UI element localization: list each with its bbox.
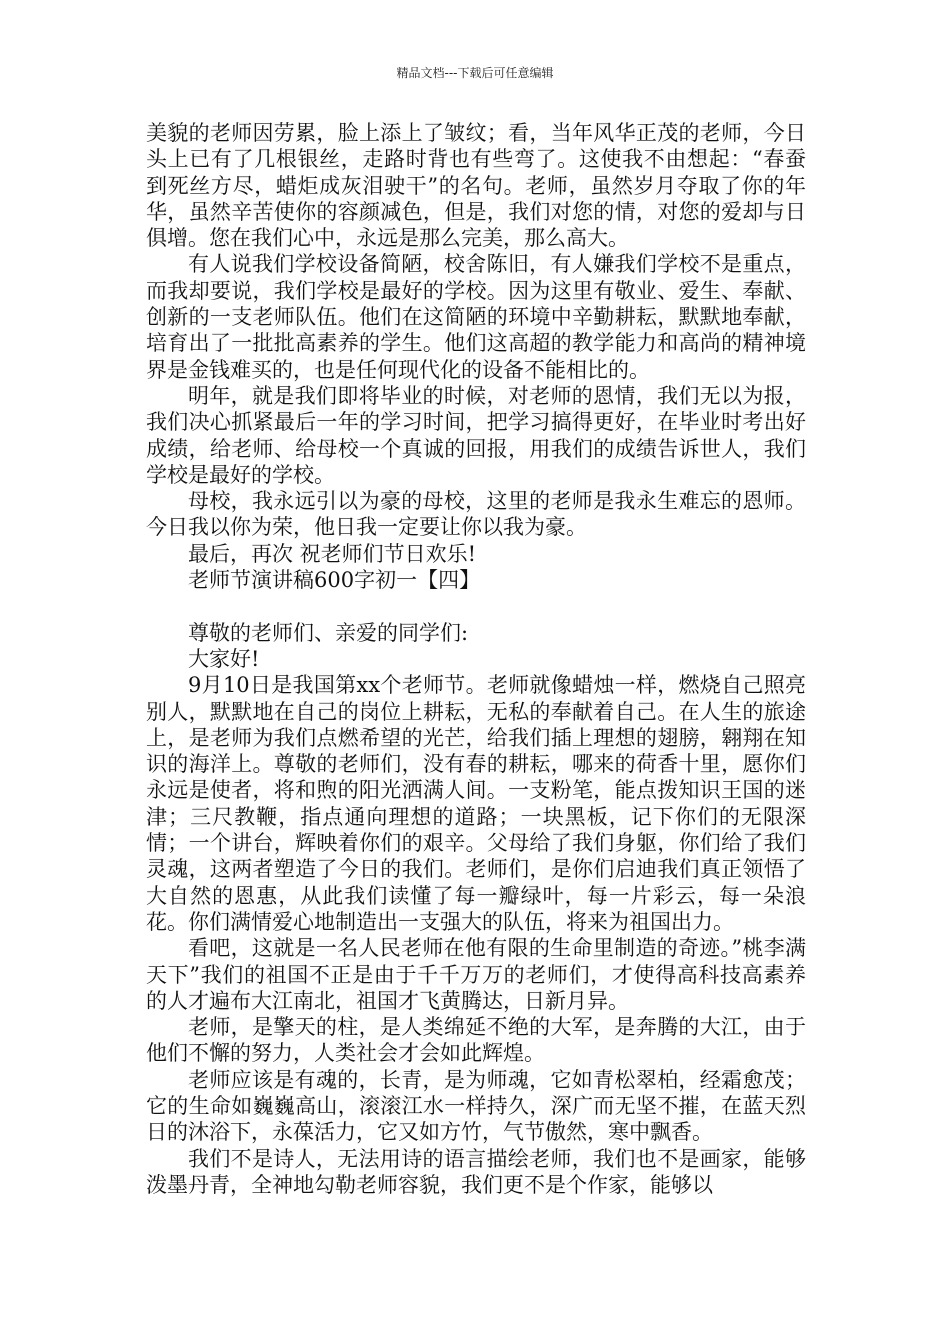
salutation: 尊敬的老师们、亲爱的同学们: [188, 620, 469, 645]
paragraph-2: 有人说我们学校设备简陋，校舍陈旧，有人嫌我们学校不是重点，而我却要说，我们学校是最好的学校。因为这里有敬业、爱生、奉献、创新的一支老师队伍。他们在这简陋的环境中辛勤耕耘，默默地奉献，培育出了一批批高素养的学生。他们这高超的教学能力和高尚的精神境界是金钱难买的，也是任何现代化的设备不能相比的。 [146, 252, 806, 382]
paragraph-7: 老师，是擎天的柱，是人类绵延不绝的大军，是奔腾的大江，由于他们不懈的努力，人类社会才会如此辉煌。 [146, 1015, 806, 1066]
blank-line [146, 593, 806, 619]
paragraph-4: 母校，我永远引以为豪的母校，这里的老师是我永生难忘的恩师。今日我以你为荣，他日我一定要让你以我为豪。 [146, 489, 806, 540]
paragraph-6: 看吧，这就是一名人民老师在他有限的生命里制造的奇迹。”桃李满天下”我们的祖国不正是由于千千万万的老师们，才使得高科技高素养的人才遍布大江南北，祖国才飞黄腾达，日新月异。 [146, 936, 806, 1013]
section-title: 老师节演讲稿600字初一【四】 [188, 568, 481, 593]
greeting: 大家好! [188, 646, 260, 671]
paragraph-3: 明年，就是我们即将毕业的时候，对老师的恩情，我们无以为报，我们决心抓紧最后一年的学习时间，把学习搞得更好，在毕业时考出好成绩，给老师、给母校一个真诚的回报，用我们的成绩告诉世人，我们学校是最好的学校。 [146, 383, 806, 487]
page-header: 精品文档---下载后可任意编辑 [396, 66, 554, 80]
closing-line: 最后，再次 祝老师们节日欢乐! [188, 541, 477, 566]
paragraph-5: 9月10日是我国第xx个老师节。老师就像蜡烛一样，燃烧自己照亮别人，默默地在自己的岗位上耕耘，无私的奉献着自己。在人生的旅途上，是老师为我们点燃希望的光芒，给我们插上理想的翅膀，翱翔在知识的海洋上。尊敬的老师们，没有春的耕耘，哪来的荷香十里，愿你们永远是使者，将和煦的阳光洒满人间。一支粉笔，能点拨知识王国的迷津；三尺教鞭，指点通向理想的道路；一块黑板，记下你们的无限深情；一个讲台，辉映着你们的艰辛。父母给了我们身躯，你们给了我们灵魂，这两者塑造了今日的我们。老师们，是你们启迪我们真正领悟了大自然的恩惠，从此我们读懂了每一瓣绿叶，每一片彩云，每一朵浪花。你们满情爱心地制造出一支强大的队伍，将来为祖国出力。 [146, 673, 806, 934]
paragraph-9: 我们不是诗人，无法用诗的语言描绘老师，我们也不是画家，能够泼墨丹青，全神地勾勒老师容貌，我们更不是个作家，能够以 [146, 1146, 806, 1197]
document-body [146, 120, 806, 1198]
paragraph-1: 美貌的老师因劳累，脸上添上了皱纹；看，当年风华正茂的老师，今日头上已有了几根银丝，走路时背也有些弯了。这使我不由想起：“春蚕到死丝方尽，蜡炬成灰泪驶干”的名句。老师，虽然岁月夺取了你的年华，虽然辛苦使你的容颜减色，但是，我们对您的情，对您的爱却与日俱增。您在我们心中，永远是那么完美，那么高大。 [146, 121, 806, 251]
paragraph-8: 老师应该是有魂的，长青，是为师魂，它如青松翠柏，经霜愈茂；它的生命如巍巍高山，滚滚江水一样持久，深广而无坚不摧，在蓝天烈日的沐浴下，永葆活力，它又如方竹，气节傲然，寒中飘香。 [146, 1067, 806, 1145]
